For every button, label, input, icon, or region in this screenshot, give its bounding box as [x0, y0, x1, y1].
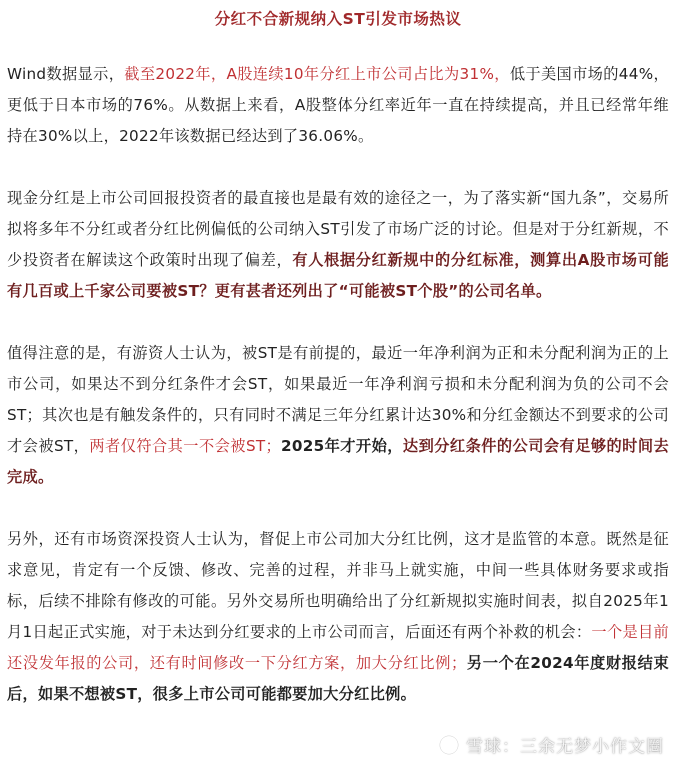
p3-segment-0: 值得注意的是，有游资人士认为，被ST是有前提的，最近一年净利润为正和未分配利润为正的上市公司，如果达不到分红条件才会ST，如果最近一年净利润亏损和未分配利润为负的公司不会ST；其次也是有触发条件的，只有同时不满足三年分红累计达30%和分红金额达不到要求的公司才会被ST， [7, 344, 669, 455]
paragraph-3 [7, 338, 669, 493]
snowball-icon [438, 734, 460, 756]
p3-segment-3: 达到分红条件的公司会有足够的时间去完成。 [7, 437, 669, 486]
p1-segment-2: 低于美国市场的44%，更低于日本市场的76%。从数据上来看，A股整体分红率近年一直在持续提高，并且已经常年维持在30%以上，2022年该数据已经达到了36.06%。 [7, 65, 669, 145]
paragraph-1 [7, 59, 669, 152]
p3-segment-2: 2025年才开始， [280, 437, 403, 455]
watermark-text: 雪球：三余无梦小作文圈 [466, 737, 664, 757]
paragraph-2 [7, 183, 669, 307]
p2-segment-0: 现金分红是上市公司回报投资者的最直接也是最有效的途径之一，为了落实新“国九条”，交易所拟将多年不分红或者分红比例偏低的公司纳入ST引发了市场广泛的讨论。但是对于分红新规，不少投资者在解读这个政策时出现了偏差， [7, 189, 669, 269]
paragraph-4 [7, 524, 669, 710]
p4-segment-1: 一个是目前还没发年报的公司，还有时间修改一下分红方案，加大分红比例； [7, 623, 670, 672]
watermark [438, 732, 664, 757]
p1-segment-0: Wind数据显示， [7, 65, 125, 83]
p4-segment-0: 另外，还有市场资深投资人士认为，督促上市公司加大分红比例，这才是监管的本意。既然是征求意见，肯定有一个反馈、修改、完善的过程，并非马上就实施，中间一些具体财务要求或指标，后续不排除有修改的可能。另外交易所也明确给出了分红新规拟实施时间表，拟自2025年1月1日起正式实施，对于未达到分红要求的上市公司而言，后面还有两个补救的机会： [7, 530, 669, 641]
p1-segment-1: 截至2022年，A股连续10年分红上市公司占比为31%， [124, 65, 510, 83]
p2-segment-1: 有人根据分红新规中的分红标准，测算出A股市场可能有几百或上千家公司要被ST？更有甚者还列出了“可能被ST个股”的公司名单。 [7, 251, 669, 300]
p3-segment-1: 两者仅符合其一不会被ST； [89, 437, 281, 455]
article-title: 分红不合新规纳入ST引发市场热议 [214, 10, 462, 28]
p4-segment-2: 另一个在2024年度财报结束后，如果不想被ST，很多上市公司可能都要加大分红比例。 [7, 654, 669, 703]
